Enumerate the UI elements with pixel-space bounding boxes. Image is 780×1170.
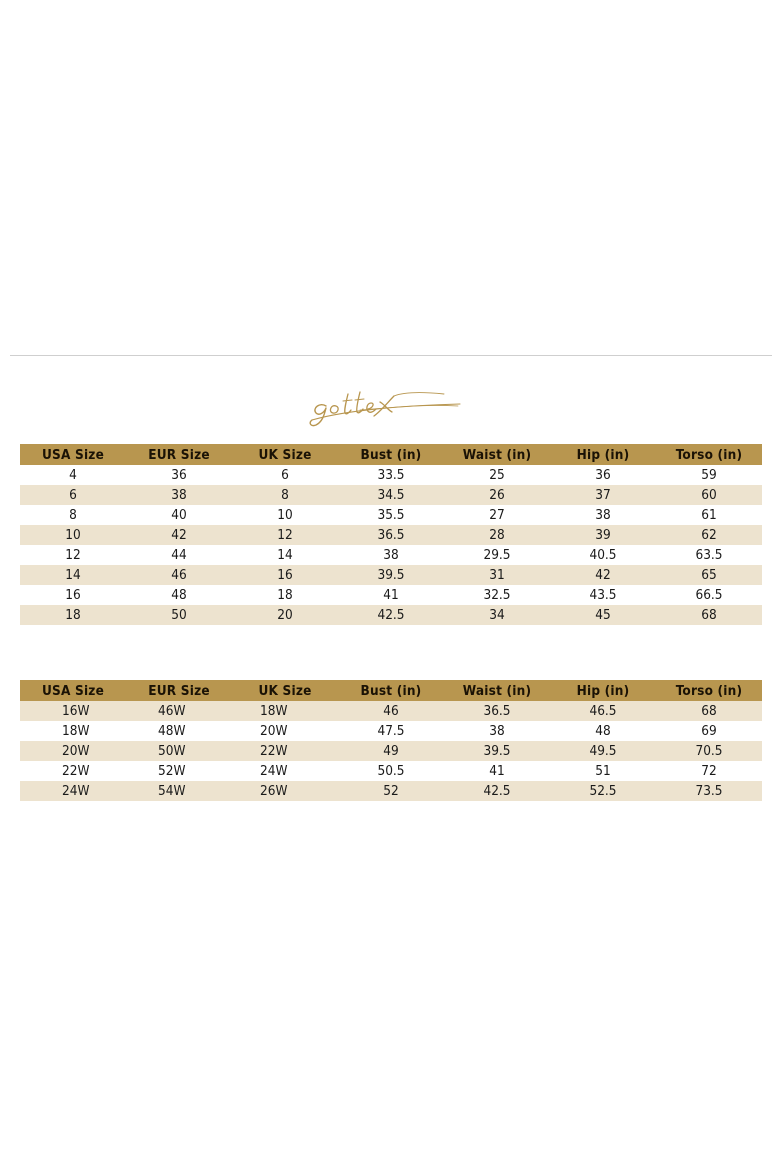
table-cell: 35.5 [338,505,444,525]
table-cell: 33.5 [338,465,444,485]
table-cell: 42 [126,525,232,545]
table-row [20,525,762,545]
table-cell: 68 [656,605,762,625]
table-cell: 27 [444,505,550,525]
table-cell: 16W [20,701,126,721]
table-row [20,781,762,801]
table-cell: 20W [232,721,338,741]
table-cell: 59 [656,465,762,485]
header-torso: Torso (in) [656,444,762,465]
header-usa-size: USA Size [20,444,126,465]
table-cell: 48 [550,721,656,741]
table-cell: 12 [232,525,338,545]
table-cell: 63.5 [656,545,762,565]
header-torso: Torso (in) [656,680,762,701]
table-cell: 22W [232,741,338,761]
table-cell: 40 [126,505,232,525]
table-cell: 36.5 [338,525,444,545]
table-cell: 49.5 [550,741,656,761]
table-cell: 20 [232,605,338,625]
table-cell: 46.5 [550,701,656,721]
table-header-row [20,444,762,465]
header-eur-size: EUR Size [126,680,232,701]
table-row [20,565,762,585]
table-row [20,721,762,741]
table-cell: 69 [656,721,762,741]
table-cell: 39.5 [444,741,550,761]
table-cell: 14 [232,545,338,565]
table-cell: 29.5 [444,545,550,565]
header-eur-size: EUR Size [126,444,232,465]
table-cell: 54W [126,781,232,801]
table-row [20,545,762,565]
table-cell: 68 [656,701,762,721]
table-cell: 42.5 [444,781,550,801]
table-cell: 6 [232,465,338,485]
table-cell: 70.5 [656,741,762,761]
table-cell: 10 [20,525,126,545]
table-cell: 52.5 [550,781,656,801]
table-cell: 37 [550,485,656,505]
table-cell: 50W [126,741,232,761]
table-body [20,465,762,625]
header-hip: Hip (in) [550,680,656,701]
table-cell: 44 [126,545,232,565]
table-cell: 24W [232,761,338,781]
table-row [20,741,762,761]
table-cell: 60 [656,485,762,505]
table-cell: 46W [126,701,232,721]
header-hip: Hip (in) [550,444,656,465]
table-cell: 43.5 [550,585,656,605]
header-uk-size: UK Size [232,444,338,465]
table-cell: 16 [232,565,338,585]
table-cell: 32.5 [444,585,550,605]
table-cell: 18 [20,605,126,625]
table-cell: 46 [126,565,232,585]
table-cell: 46 [338,701,444,721]
table-cell: 39 [550,525,656,545]
table-cell: 65 [656,565,762,585]
header-usa-size: USA Size [20,680,126,701]
table-header-row [20,680,762,701]
header-bust: Bust (in) [338,680,444,701]
table-cell: 10 [232,505,338,525]
table-row [20,485,762,505]
table-cell: 48 [126,585,232,605]
table-row [20,761,762,781]
table-cell: 26W [232,781,338,801]
table-cell: 50.5 [338,761,444,781]
size-chart-regular [20,444,762,625]
table-cell: 28 [444,525,550,545]
table-cell: 38 [126,485,232,505]
table-cell: 51 [550,761,656,781]
table-cell: 52W [126,761,232,781]
table-cell: 25 [444,465,550,485]
table-row [20,585,762,605]
top-divider [10,355,772,356]
size-chart-plus [20,680,762,801]
table-cell: 73.5 [656,781,762,801]
table-cell: 24W [20,781,126,801]
table-cell: 18 [232,585,338,605]
table-cell: 45 [550,605,656,625]
table-cell: 18W [232,701,338,721]
header-waist: Waist (in) [444,680,550,701]
table-cell: 41 [338,585,444,605]
table-cell: 52 [338,781,444,801]
table-row [20,701,762,721]
table-cell: 12 [20,545,126,565]
table-cell: 66.5 [656,585,762,605]
table-cell: 47.5 [338,721,444,741]
table-cell: 36 [126,465,232,485]
gottex-logo [300,382,470,430]
table-cell: 8 [20,505,126,525]
table-cell: 4 [20,465,126,485]
table-cell: 31 [444,565,550,585]
table-cell: 36 [550,465,656,485]
table-cell: 40.5 [550,545,656,565]
table-cell: 61 [656,505,762,525]
table-cell: 48W [126,721,232,741]
table-row [20,505,762,525]
table-cell: 50 [126,605,232,625]
table-cell: 41 [444,761,550,781]
table-cell: 62 [656,525,762,545]
table-cell: 38 [338,545,444,565]
header-waist: Waist (in) [444,444,550,465]
table-cell: 34.5 [338,485,444,505]
table-cell: 38 [550,505,656,525]
table-cell: 22W [20,761,126,781]
table-cell: 42 [550,565,656,585]
table-cell: 49 [338,741,444,761]
table-cell: 8 [232,485,338,505]
table-cell: 26 [444,485,550,505]
table-cell: 6 [20,485,126,505]
table-cell: 16 [20,585,126,605]
table-cell: 39.5 [338,565,444,585]
table-cell: 20W [20,741,126,761]
header-uk-size: UK Size [232,680,338,701]
table-cell: 14 [20,565,126,585]
table-cell: 72 [656,761,762,781]
table-cell: 42.5 [338,605,444,625]
table-row [20,605,762,625]
table-row [20,465,762,485]
table-cell: 36.5 [444,701,550,721]
table-cell: 18W [20,721,126,741]
table-body [20,701,762,801]
table-cell: 34 [444,605,550,625]
table-cell: 38 [444,721,550,741]
header-bust: Bust (in) [338,444,444,465]
